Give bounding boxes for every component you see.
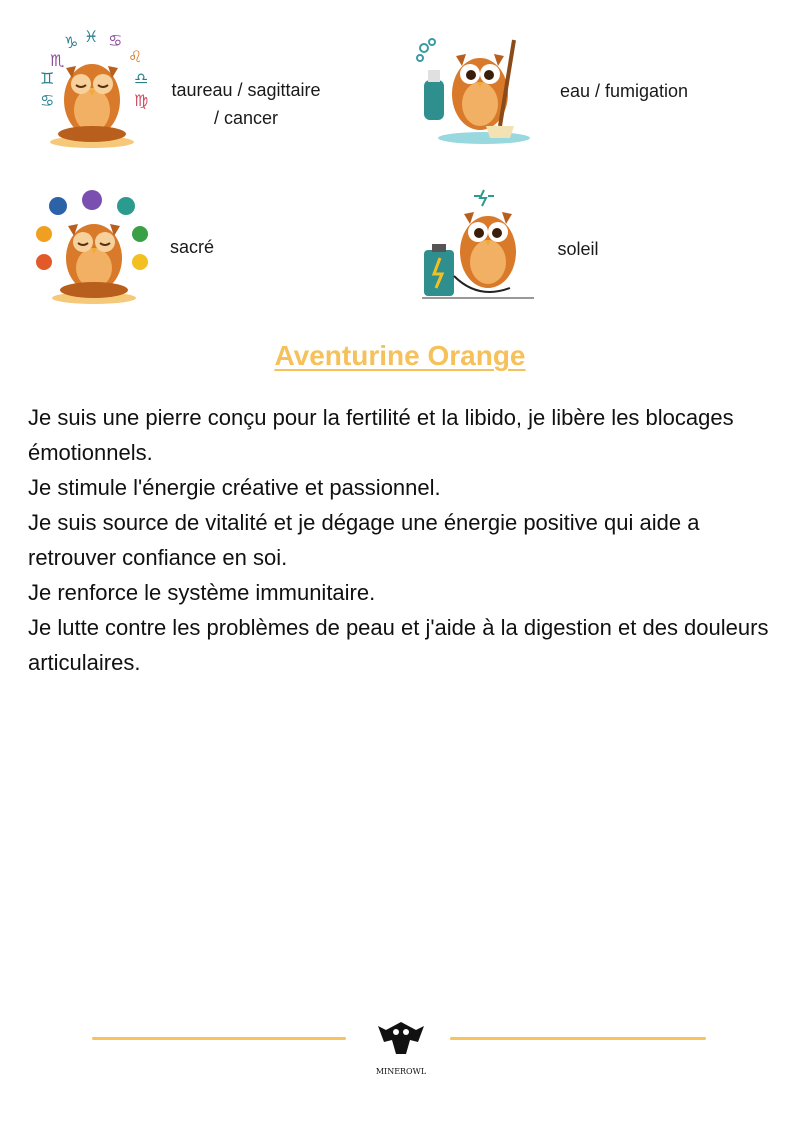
paragraph: Je renforce le système immunitaire. [28, 580, 376, 605]
recharge-label: soleil [557, 239, 599, 259]
cleansing-label: eau / fumigation [559, 81, 689, 101]
svg-text:♊: ♊ [40, 71, 55, 88]
recharge-card [418, 188, 538, 304]
charging-owl-icon [418, 188, 538, 304]
chakra-owl-icon [34, 188, 154, 306]
svg-text:♋: ♋ [40, 93, 55, 110]
zodiac-owl-icon [32, 28, 152, 150]
svg-text:♎: ♎ [134, 71, 149, 88]
footer-logo [366, 1000, 436, 1080]
minerowl-logo-icon [366, 1000, 436, 1080]
footer-divider-left [92, 1037, 346, 1040]
paragraph: Je lutte contre les problèmes de peau et j'aide à la digestion et des douleurs articulaires. [28, 615, 769, 675]
svg-text:MINEROWL: MINEROWL [375, 1067, 427, 1076]
paragraph: Je suis une pierre conçu pour la fertilité et la libido, je libère les blocages émotionnels. [28, 405, 734, 465]
footer-divider-right [450, 1037, 706, 1040]
description [28, 400, 778, 680]
zodiac-card [32, 28, 152, 150]
svg-text:♍: ♍ [134, 93, 149, 110]
svg-text:♓: ♓ [84, 29, 99, 46]
svg-text:♌: ♌ [128, 49, 143, 66]
paragraph: Je stimule l'énergie créative et passionnel. [28, 475, 441, 500]
cleaning-owl-icon [414, 34, 534, 146]
chakra-label: sacré [169, 237, 214, 257]
svg-text:♋: ♋ [108, 33, 123, 50]
zodiac-label: taureau / sagittaire / cancer [171, 80, 321, 128]
page-title: Aventurine Orange [274, 340, 526, 371]
chakra-card [34, 188, 154, 306]
paragraph: Je suis source de vitalité et je dégage une énergie positive qui aide a retrouver confiance en soi. [28, 510, 700, 570]
cleansing-card [414, 34, 534, 146]
svg-text:♑: ♑ [64, 35, 79, 52]
svg-text:♏: ♏ [50, 53, 65, 70]
